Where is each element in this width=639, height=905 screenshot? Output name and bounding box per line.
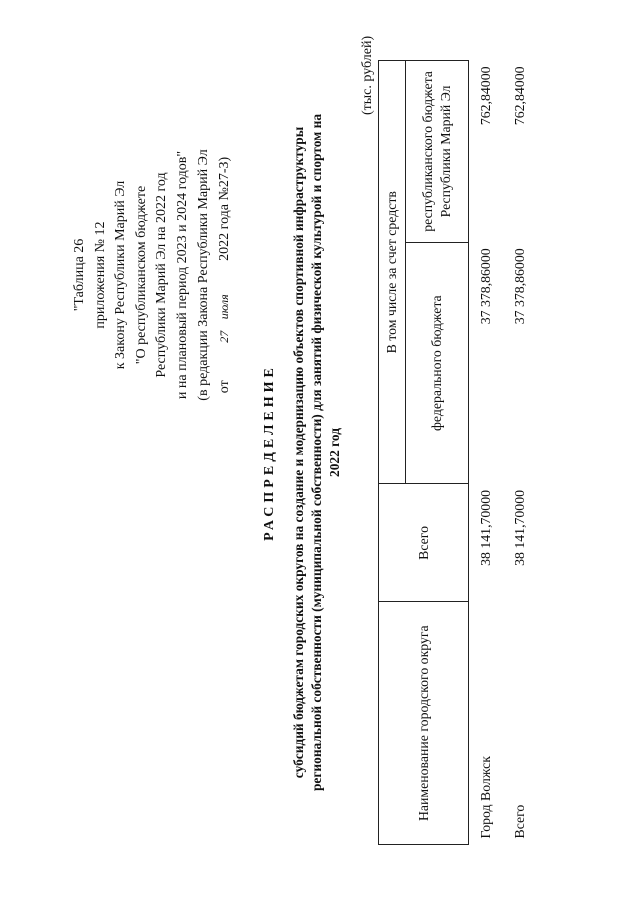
document-title: РАСПРЕДЕЛЕНИЕ: [262, 364, 277, 541]
document-subtitle: [290, 60, 344, 845]
header-line: и на плановый период 2023 и 2024 годов": [174, 150, 190, 400]
column-header-group: В том числе за счет средств: [379, 61, 406, 484]
date-prefix: от: [217, 380, 233, 394]
subtitle-line: 2022 год: [327, 428, 342, 477]
row-name: Город Волжск: [478, 756, 493, 839]
units-label: (тыс. рублей): [360, 35, 375, 115]
row-republic: 762,84000: [512, 66, 527, 126]
subtitle-line: субсидий бюджетам городских округов на создание и модернизацию объектов спортивной инфраструктуры: [291, 126, 306, 779]
row-total: 38 141,70000: [512, 489, 527, 566]
distribution-table: [378, 60, 537, 845]
header-line: Республики Марий Эл на 2022 год: [154, 172, 170, 378]
header-line: (в редакции Закона Республики Марий Эл: [195, 149, 211, 401]
row-republic: 762,84000: [478, 66, 493, 126]
row-federal: 37 378,86000: [478, 248, 493, 325]
header-line: приложения № 12: [92, 221, 108, 329]
date-suffix: 2022 года №27-З): [217, 156, 233, 261]
row-name: Всего: [512, 804, 527, 839]
header-line: к Закону Республики Марий Эл: [113, 180, 129, 370]
appendix-header: [70, 95, 236, 455]
header-line: "О республиканском бюджете: [133, 185, 149, 365]
row-total: 38 141,70000: [478, 489, 493, 566]
date-month: июля: [217, 294, 232, 320]
column-header-name: Наименование городского округа: [379, 602, 469, 845]
column-header-total: Всего: [379, 484, 469, 602]
subtitle-line: региональной собственности (муниципальной собственности) для занятий физической культурой и спортом на: [309, 113, 324, 792]
column-header-republic: республиканского бюджета Республики Марий Эл: [406, 61, 469, 243]
row-federal: 37 378,86000: [512, 248, 527, 325]
column-header-federal: федерального бюджета: [406, 242, 469, 484]
table-row: [503, 61, 537, 845]
date-day: 27: [217, 330, 232, 343]
table-row: [469, 61, 504, 845]
law-date-line: [214, 95, 236, 455]
header-line: "Таблица 26: [72, 238, 87, 312]
